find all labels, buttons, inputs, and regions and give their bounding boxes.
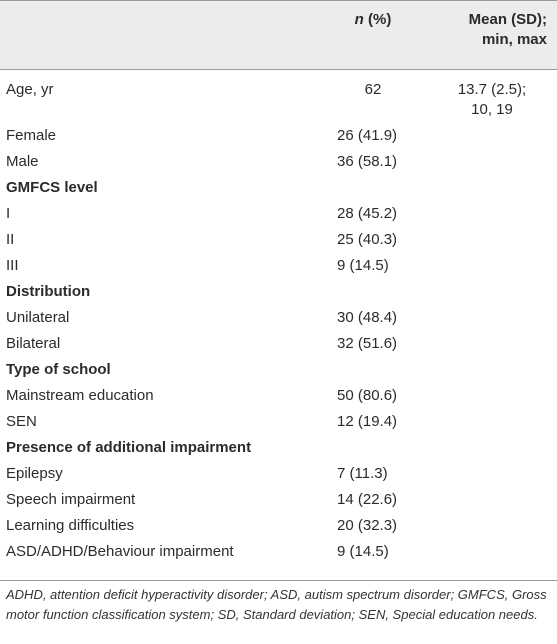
row-label: Mainstream education (6, 387, 154, 404)
row-mean-value (437, 80, 547, 120)
header-mean-sd (469, 10, 547, 50)
row-label: SEN (6, 413, 37, 430)
section-label: Type of school (6, 361, 111, 378)
row-n-value: 25 (40.3) (337, 231, 398, 248)
header-n-suffix: (%) (363, 11, 392, 28)
header-n-percent (318, 10, 428, 30)
row-mean-line2: 10, 19 (471, 101, 513, 118)
row-label: Male (6, 153, 39, 170)
row-label: II (6, 231, 15, 248)
row-label: Speech impairment (6, 491, 136, 508)
row-mean-line1: 13.7 (2.5); (457, 81, 527, 98)
section-label: Distribution (6, 283, 91, 300)
section-label: Presence of additional impairment (6, 439, 252, 456)
row-n-value: 9 (14.5) (337, 257, 389, 274)
row-n-value: 26 (41.9) (337, 127, 398, 144)
row-label: Unilateral (6, 309, 70, 326)
header-mean-line2: min, max (481, 31, 547, 48)
row-n-value: 12 (19.4) (337, 413, 398, 430)
table-footnote: ADHD, attention deficit hyperactivity disorder; ASD, autism spectrum disorder; GMFCS, Gross motor function classification system; SD, Standard deviation; SEN, Special education needs. (6, 587, 547, 622)
row-label: I (6, 205, 11, 222)
row-n-value: 28 (45.2) (337, 205, 398, 222)
row-n-value: 30 (48.4) (337, 309, 398, 326)
row-label: Epilepsy (6, 465, 63, 482)
section-label: GMFCS level (6, 179, 98, 196)
row-label: Bilateral (6, 335, 61, 352)
row-label: ASD/ADHD/Behaviour impairment (6, 543, 234, 560)
row-label: Learning difficulties (6, 517, 135, 534)
header-mean-line1: Mean (SD); (468, 11, 547, 28)
row-n-value: 20 (32.3) (337, 517, 398, 534)
row-n-value: 32 (51.6) (337, 335, 398, 352)
row-label: III (6, 257, 19, 274)
row-label: Female (6, 127, 57, 144)
header-n-symbol: n (354, 11, 364, 28)
row-n-value: 14 (22.6) (337, 491, 398, 508)
row-n-value: 7 (11.3) (337, 465, 388, 482)
row-n-value: 50 (80.6) (337, 387, 398, 404)
row-n-value: 9 (14.5) (337, 543, 389, 560)
table-header (0, 0, 557, 70)
row-n-value: 62 (364, 81, 382, 98)
row-label: Age, yr (6, 81, 54, 98)
table-bottom-rule (0, 580, 557, 581)
row-n-value: 36 (58.1) (337, 153, 398, 170)
